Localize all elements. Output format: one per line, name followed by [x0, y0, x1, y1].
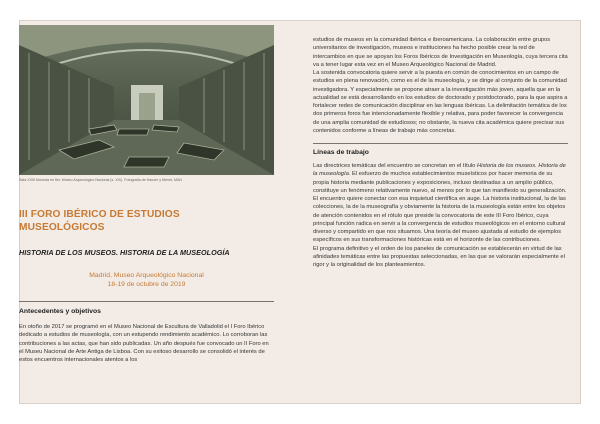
- lineas-heading: Líneas de trabajo: [313, 149, 369, 156]
- event-title: [19, 209, 274, 234]
- p3-italic-title: Historia de los museos. Historia de la museología: [313, 163, 566, 178]
- event-title-line2: MUSEOLÓGICOS: [19, 221, 105, 233]
- right-paragraph-4: El programa definitivo y el orden de los paneles de comunicación se establecerán en virtud de las afinidades temáticas entre las propuestas seleccionadas, en las que se valorarán especialmente el rigor y la originalidad de los planteamientos.: [313, 245, 565, 268]
- event-title-line1: III FORO IBÉRICO DE ESTUDIOS: [19, 209, 180, 220]
- right-paragraph-2: La sostenida convocatoria quiere servir a la puesta en común de conocimientos en un campo de estudios en plena renovación, como es el de la museología, y se dirige al conjunto de la comunidad investigadora. Y especialmente se propone atraer a la investigación más joven, aquella que en la actualidad se está desarrollando en los estudios de doctorado y postdoctorado, para la que aspira a fortalecer redes de comunicación disciplinar en las lenguas ibéricas. La delimitación temática de los dos primeros foros fue intencionadamente flexible y relativa, para poder favorecer la convergencia de una amplia comunidad de estudiosos; no obstante, la nueva cita académica quiere precisar sus contenidos conforme a líneas de trabajo más concretas.: [313, 70, 568, 134]
- section-divider: [19, 301, 274, 302]
- p3-prefix: Las directrices temáticas del encuentro se concretan en el título: [313, 163, 477, 169]
- venue-dates: 18-19 de octubre de 2019: [107, 281, 186, 288]
- museum-hall-photo: [19, 25, 274, 175]
- right-paragraph-1: estudios de museos en la comunidad ibérica e iberoamericana. La colaboración entre grupos universitarios de investigación, museos e instituciones ha hecho posible crear la red de intercambios en que se apoyan los Foros Ibéricos de Investigación en Museología, cuya tercera cita va a tener lugar esta vez en el Museo Arqueológico Nacional de Madrid.: [313, 37, 568, 68]
- museum-hall-illustration: [19, 25, 274, 175]
- p3-rest: . El esfuerzo de muchos establecimientos museísticos por hacer memoria de su propia historia mediante publicaciones y exposiciones, incluso destinadas a un amplio público, constituye un fenómeno relativamente nuevo, al menos por lo que tan manifiesto su generalización. El encuentro quiere conectar con esa inquietud científica en auge. La historia institucional, la de las colecciones, la de la museografía y obviamente la historia de la museología están entre los objetos de atención contenidos en el rótulo que preside la convocatoria de este III Foro Ibérico, cuya principal función radica en servir a la convergencia de estudios museológicos en el entorno cultural diverso y compartido en que nos situamos. Una teoría del museo ajustada al estudio de ejemplos específicos en sus transformaciones históricas está en el horizonte de las contribuciones.: [313, 171, 567, 244]
- left-page: [19, 25, 274, 364]
- venue-place: Madrid, Museo Arqueológico Nacional: [89, 272, 204, 279]
- right-paragraph-3: [313, 162, 568, 245]
- event-subtitle: HISTORIA DE LOS MUSEOS. HISTORIA DE LA MUSEOLOGÍA: [19, 248, 230, 257]
- photo-caption: Sala XXIII Moneda en fier. Museo Arqueológico Nacional (s. XIX). Fotografía de Hauser y Menet, MAN: [19, 178, 182, 182]
- antecedentes-heading: Antecedentes y objetivos: [19, 308, 101, 315]
- section-divider: [313, 143, 568, 144]
- antecedentes-text: En otoño de 2017 se programó en el Museo Nacional de Escultura de Valladolid el I Foro Ibérico dedicado a estudios de museología, con un estupendo rendimiento académico. Lo corroboran las contribuciones a las actas, que han sido publicadas. Un año después fue convocado un II Foro en el Museu Nacional de Arte Antiga de Lisboa. Con su exitoso desarrollo se consolidó el interés de estos encuentros internacionales atentos a los: [19, 324, 269, 363]
- event-venue: [19, 271, 274, 289]
- right-page: [313, 36, 568, 269]
